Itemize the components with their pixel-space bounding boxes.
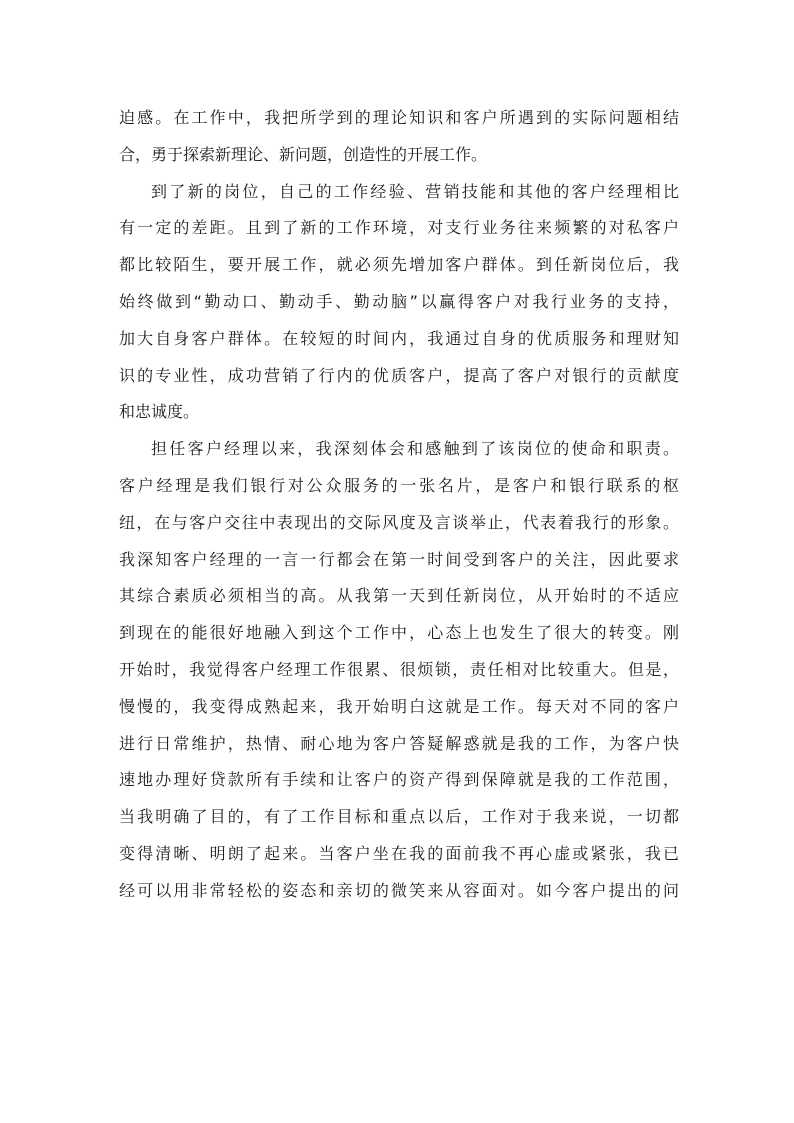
text-line: 进行日常维护，热情、耐心地为客户答疑解惑就是我的工作，为客户快	[119, 733, 679, 753]
text-line: 慢慢的，我变得成熟起来，我开始明白这就是工作。每天对不同的客户	[119, 696, 679, 716]
body-text	[119, 100, 679, 910]
text-line: 变得清晰、明朗了起来。当客户坐在我的面前我不再心虚或紧张，我已	[119, 843, 679, 863]
text-line: 客户经理是我们银行对公众服务的一张名片，是客户和银行联系的枢	[119, 475, 679, 495]
text-line: 和忠诚度。	[119, 402, 200, 422]
paragraph-first-line: 到了新的岗位，自己的工作经验、营销技能和其他的客户经理相比	[151, 181, 679, 201]
text-line: 合，勇于探索新理论、新问题，创造性的开展工作。	[119, 144, 488, 164]
text-line: 开始时，我觉得客户经理工作很累、很烦锁，责任相对比较重大。但是，	[119, 659, 679, 679]
text-line: 其综合素质必须相当的高。从我第一天到任新岗位，从开始时的不适应	[119, 586, 679, 606]
text-line: 到现在的能很好地融入到这个工作中，心态上也发生了很大的转变。刚	[119, 623, 679, 643]
text-line: 速地办理好贷款所有手续和让客户的资产得到保障就是我的工作范围，	[119, 770, 679, 790]
paragraph-first-line: 担任客户经理以来，我深刻体会和感触到了该岗位的使命和职责。	[151, 439, 679, 459]
text-line: 纽，在与客户交往中表现出的交际风度及言谈举止，代表着我行的形象。	[119, 512, 679, 532]
text-line: 迫感。在工作中，我把所学到的理论知识和客户所遇到的实际问题相结	[119, 108, 679, 127]
text-line: 我深知客户经理的一言一行都会在第一时间受到客户的关注，因此要求	[119, 549, 679, 569]
text-line: 都比较陌生，要开展工作，就必须先增加客户群体。到任新岗位后，我	[119, 255, 679, 275]
text-line: 有一定的差距。且到了新的工作环境，对支行业务往来频繁的对私客户	[119, 218, 679, 238]
text-line: 识的专业性，成功营销了行内的优质客户，提高了客户对银行的贡献度	[119, 365, 679, 385]
text-line: 始终做到“勤动口、勤动手、勤动脑”以赢得客户对我行业务的支持，	[119, 291, 679, 311]
text-line: 经可以用非常轻松的姿态和亲切的微笑来从容面对。如今客户提出的问	[119, 880, 679, 900]
text-line: 当我明确了目的，有了工作目标和重点以后，工作对于我来说，一切都	[119, 807, 679, 827]
text-line: 加大自身客户群体。在较短的时间内，我通过自身的优质服务和理财知	[119, 328, 679, 348]
